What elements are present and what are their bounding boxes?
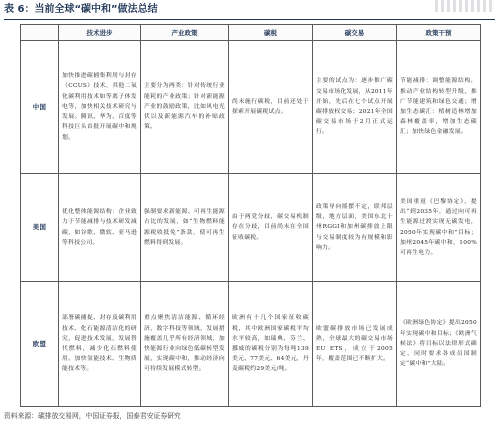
region-label: 美国 [21, 174, 59, 282]
cell-tech-progress: 加快推进碳捕集利用与封存（CCUS）技术，其他二氧化碳利用技术如等离子体发电等，加快相关技术研究与发展。腾讯、华为、百度等科技巨头首批开展碳中和规划。 [59, 41, 141, 174]
cell-carbon-trading: 主要的试点为：逐步推广碳交易市场化发展，从2011年开始，先后在七个试点开展碳排放权交易；2021年全国碳交易市场于2月正式运行。 [313, 41, 397, 174]
table-title: 表 6：当前全球“碳中和”做法总结 [4, 4, 158, 15]
cell-carbon-tax: 由于两党分歧，碳交易机制存在分歧，目前尚未在全国征收碳税。 [229, 174, 313, 282]
header-carbon-tax: 碳税 [229, 25, 313, 41]
cell-carbon-trading: 欧盟碳排放市场已发展成熟，全球最大的碳交易市场EU ETS，成立于2005年，覆盖范围已不断扩大。 [313, 282, 397, 407]
header-decoration [435, 0, 495, 12]
cell-tech-progress: 部署碳捕捉、封存及碳利用技术、化石能源清洁化的研究，促进技术发展，发展替代燃料，减少化石燃料使用。加快氢能技术、生物质能技术等。 [59, 282, 141, 407]
region-label: 欧盟 [21, 282, 59, 407]
cell-tech-progress: 优化整体能源结构：企业致力于节能减排与技术研发减碳，如谷歌、微软、亚马逊等科技公司。 [59, 174, 141, 282]
table-row-usa [21, 174, 481, 282]
header-region [21, 25, 59, 41]
region-label: 中国 [21, 41, 59, 174]
header-carbon-trading: 碳交易 [313, 25, 397, 41]
cell-industry-policy: 重点聚焦清洁能源、循环经济、数字科技等领域，发展措施覆盖几乎所有经济领域，加快能源行业向绿色低碳转型发展，实现碳中和，推动经济向可持续发展模式转型。 [141, 282, 229, 407]
cell-policy-intervention: 节能减排：调整能源结构，推动产业结构转型升级，推广节能建筑和绿色交通；增加生态碳汇：植树造林增加森林覆盖率，增加生态碳汇；加快绿色金融发展。 [397, 41, 481, 174]
header-industry-policy: 产业政策 [141, 25, 229, 41]
carbon-neutral-policy-table [20, 24, 481, 407]
cell-industry-policy: 强制要求新能源、可再生能源占比的发展，如“生物燃料能源税收抵免”条款，使可再生燃料得到发展。 [141, 174, 229, 282]
table-row-china [21, 41, 481, 174]
cell-policy-intervention: 《欧洲绿色协定》提出2050年实现碳中和目标；《欧洲气候法》将目标以法律形式确定，同时要求各成员国制定“碳中和”大陆。 [397, 282, 481, 407]
title-divider [4, 19, 495, 20]
cell-policy-intervention: 美国重返《巴黎协定》，提出“到2035年，通过向可再生能源过渡实现无碳发电，2050年实现碳中和”目标；加州2045年碳中和，100%可再生电力。 [397, 174, 481, 282]
table-header-row [21, 25, 481, 41]
cell-carbon-tax: 欧洲有十几个国家征收碳税，其中欧洲国家碳税平均水平较高，如瑞典、芬兰、挪威的碳税分别为每吨139美元、77美元、64美元，丹麦碳税约29美元/吨。 [229, 282, 313, 407]
cell-carbon-tax: 尚未施行碳税，目前还处于探索开展碳税试点。 [229, 41, 313, 174]
header-tech-progress: 技术进步 [59, 25, 141, 41]
table-row-eu [21, 282, 481, 407]
cell-carbon-trading: 政策导向摇摆不定，联邦层级，地方层面，美国东北十州RGGI和加州碳排放上限与交易制度较为有规模和影响力。 [313, 174, 397, 282]
source-note: 资料来源：碳排放交易网，中国证券报，国泰君安证券研究 [4, 412, 181, 420]
cell-industry-policy: 主要分为两类：针对传统行业能耗的产业政策；针对新能源产业的鼓励政策，比如风电光伏以及新能源汽车的补贴政策。 [141, 41, 229, 174]
header-policy-intervention: 政策干预 [397, 25, 481, 41]
